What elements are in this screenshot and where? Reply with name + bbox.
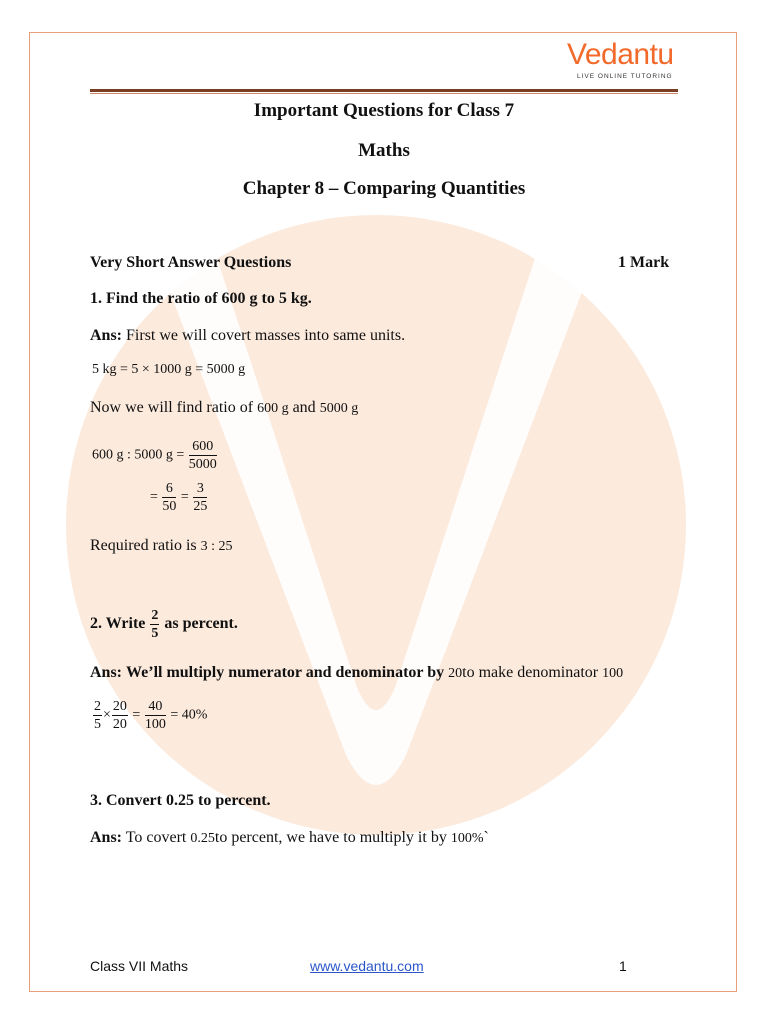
answer-label: Ans: xyxy=(90,664,123,681)
numerator: 6 xyxy=(162,480,176,498)
denominator: 100 xyxy=(144,717,166,732)
q2-suffix: as percent. xyxy=(164,615,238,633)
q1-result-value: 3 : 25 xyxy=(200,539,233,554)
q2-prefix: 2. Write xyxy=(90,615,146,633)
logo-wordmark: Vedantu xyxy=(567,38,674,71)
fraction xyxy=(189,438,217,473)
numerator: 40 xyxy=(145,698,166,716)
denominator: 20 xyxy=(112,717,127,732)
fraction xyxy=(193,480,207,515)
answer-value: 0.25 xyxy=(190,831,215,846)
question-3: 3. Convert 0.25 to percent. xyxy=(90,792,271,809)
section-label: Very Short Answer Questions xyxy=(90,254,292,271)
equals-sign: = xyxy=(180,489,189,505)
header-rule-thin xyxy=(90,93,678,94)
denominator: 5000 xyxy=(188,457,217,472)
answer-text: to make denominator xyxy=(462,664,599,681)
answer-bold-text: We’ll multiply numerator and denominator by xyxy=(126,664,445,681)
denominator: 25 xyxy=(193,499,208,514)
document-title: Important Questions for Class 7 xyxy=(253,100,515,121)
q1-step2-a: 600 g xyxy=(257,401,289,416)
q1-equation-1 xyxy=(92,438,218,473)
answer-value-2: 100% xyxy=(450,831,484,846)
answer-3-line xyxy=(90,829,489,847)
q1-step2 xyxy=(90,399,358,417)
q2-result: = 40% xyxy=(170,707,208,723)
denominator: 5 xyxy=(94,717,101,732)
logo-tagline: LIVE ONLINE TUTORING xyxy=(577,73,673,80)
numerator: 600 xyxy=(189,438,217,456)
equals-sign: = xyxy=(132,707,141,723)
denominator: 50 xyxy=(162,499,177,514)
q1-result xyxy=(90,537,233,555)
answer-label: Ans: xyxy=(90,829,123,846)
q1-result-text: Required ratio is xyxy=(90,537,197,554)
numerator: 2 xyxy=(151,608,159,623)
header-rule xyxy=(90,89,678,92)
times-sign: × xyxy=(103,707,111,723)
subject-title: Maths xyxy=(358,140,410,161)
answer-text-2: to percent, we have to multiply it by xyxy=(214,829,447,846)
answer-tail: ` xyxy=(483,829,489,846)
equals-sign: = xyxy=(150,489,158,505)
answer-text: To covert xyxy=(125,829,187,846)
numerator: 20 xyxy=(112,699,127,714)
numerator: 2 xyxy=(94,699,101,714)
question-2 xyxy=(90,607,238,642)
vedantu-watermark-icon xyxy=(66,215,686,835)
fraction xyxy=(145,698,166,733)
q1-step2-b: 5000 g xyxy=(319,401,359,416)
fraction xyxy=(150,607,159,642)
footer-class: Class VII Maths xyxy=(90,958,189,974)
chapter-title: Chapter 8 – Comparing Quantities xyxy=(242,178,526,199)
q1-eq-lhs: 600 g : 5000 g = xyxy=(92,447,185,463)
answer-text: First we will covert masses into same units. xyxy=(126,327,406,344)
answer-value: 20 xyxy=(448,666,463,681)
q1-step2-and: and xyxy=(292,399,316,416)
page-number: 1 xyxy=(619,958,627,974)
fraction xyxy=(162,480,176,515)
denominator: 5 xyxy=(151,626,159,641)
q1-step1: 5 kg = 5 × 1000 g = 5000 g xyxy=(92,362,246,377)
answer-value-2: 100 xyxy=(602,666,624,681)
footer-website-link[interactable]: www.vedantu.com xyxy=(310,958,424,974)
fraction xyxy=(93,698,102,733)
section-marks: 1 Mark xyxy=(618,254,670,271)
q1-equation-2 xyxy=(150,480,208,515)
q1-step2-text: Now we will find ratio of xyxy=(90,399,254,416)
answer-1-line xyxy=(90,327,405,345)
numerator: 3 xyxy=(193,480,207,498)
question-1: 1. Find the ratio of 600 g to 5 kg. xyxy=(90,290,312,307)
vedantu-logo xyxy=(567,38,679,84)
fraction xyxy=(112,698,128,733)
answer-label: Ans: xyxy=(90,327,123,344)
answer-2-line xyxy=(90,664,623,682)
q2-equation xyxy=(92,698,207,733)
